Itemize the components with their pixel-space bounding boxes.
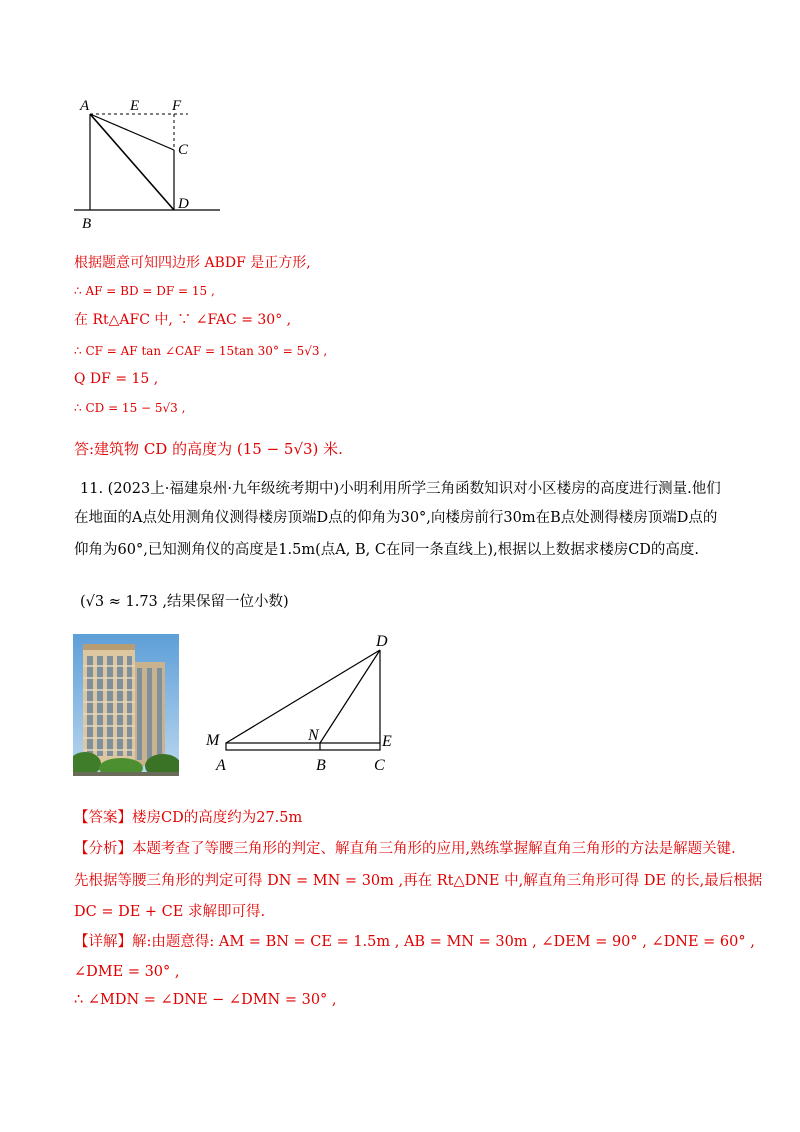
analysis-line-2: 先根据等腰三角形的判定可得 DN = MN = 30m ,再在 Rt△DNE 中,解直角三角形可得 DE 的长,最后根据 [74, 873, 763, 889]
detail-tag: 【详解】 [74, 934, 132, 950]
solution-line-6: ∴ CD = 15 − 5√3 , [74, 401, 186, 415]
answer-line [74, 808, 302, 828]
label-D: D [178, 196, 189, 212]
problem-11-line-2: 在地面的A点处用测角仪测得楼房顶端D点的仰角为30°,向楼房前行30m在B点处测得楼房顶端D点的 [74, 510, 718, 526]
solution-line-4: ∴ CF = AF tan ∠CAF = 15tan 30° = 5√3 , [74, 344, 328, 358]
label-E: E [382, 733, 392, 750]
analysis-tag: 【分析】 [74, 841, 132, 857]
analysis-line-1 [74, 839, 736, 859]
figure-building-diagram [200, 630, 410, 778]
label-D: D [376, 633, 388, 650]
solution-line-1: 根据题意可知四边形 ABDF 是正方形, [74, 255, 311, 271]
answer-text: 楼房CD的高度约为27.5m [132, 810, 303, 826]
solution-answer: 答:建筑物 CD 的高度为 (15 − 5√3) 米. [74, 440, 343, 458]
label-A: A [216, 757, 226, 774]
label-C: C [178, 142, 189, 158]
solution-line-5: Q DF = 15 , [74, 371, 159, 387]
analysis-line-3: DC = DE + CE 求解即可得. [74, 904, 266, 920]
analysis-text-1: 本题考查了等腰三角形的判定、解直角三角形的应用,熟练掌握解直角三角形的方法是解题关键. [132, 841, 736, 857]
solution-line-3: 在 Rt△AFC 中, ∵ ∠FAC = 30° , [74, 312, 292, 328]
label-B: B [82, 216, 92, 232]
label-M: M [206, 732, 220, 749]
answer-tag: 【答案】 [74, 810, 132, 826]
problem-11-line-1: 11. (2023上·福建泉州·九年级统考期中)小明利用所学三角函数知识对小区楼房的高度进行测量.他们 [80, 481, 721, 497]
solution-line-2: ∴ AF = BD = DF = 15 , [74, 284, 215, 298]
label-C: C [374, 757, 385, 774]
label-A: A [80, 98, 90, 114]
label-N: N [308, 727, 319, 744]
figure-square-diagram [70, 92, 230, 232]
problem-11-line-3: 仰角为60°,已知测角仪的高度是1.5m(点A, B, C在同一条直线上),根据以上数据求楼房CD的高度. [74, 542, 700, 558]
detail-line-2: ∠DME = 30° , [74, 964, 180, 980]
building-photo [73, 634, 179, 776]
detail-line-3: ∴ ∠MDN = ∠DNE − ∠DMN = 30° , [74, 992, 337, 1008]
problem-11-line-4: (√3 ≈ 1.73 ,结果保留一位小数) [80, 594, 289, 610]
detail-text-1: 解:由题意得: AM = BN = CE = 1.5m , AB = MN = 30m , ∠DEM = 90° , ∠DNE = 60° , [132, 934, 755, 950]
label-E: E [130, 98, 140, 114]
label-B: B [316, 757, 326, 774]
label-F: F [172, 98, 182, 114]
detail-line-1 [74, 932, 755, 952]
